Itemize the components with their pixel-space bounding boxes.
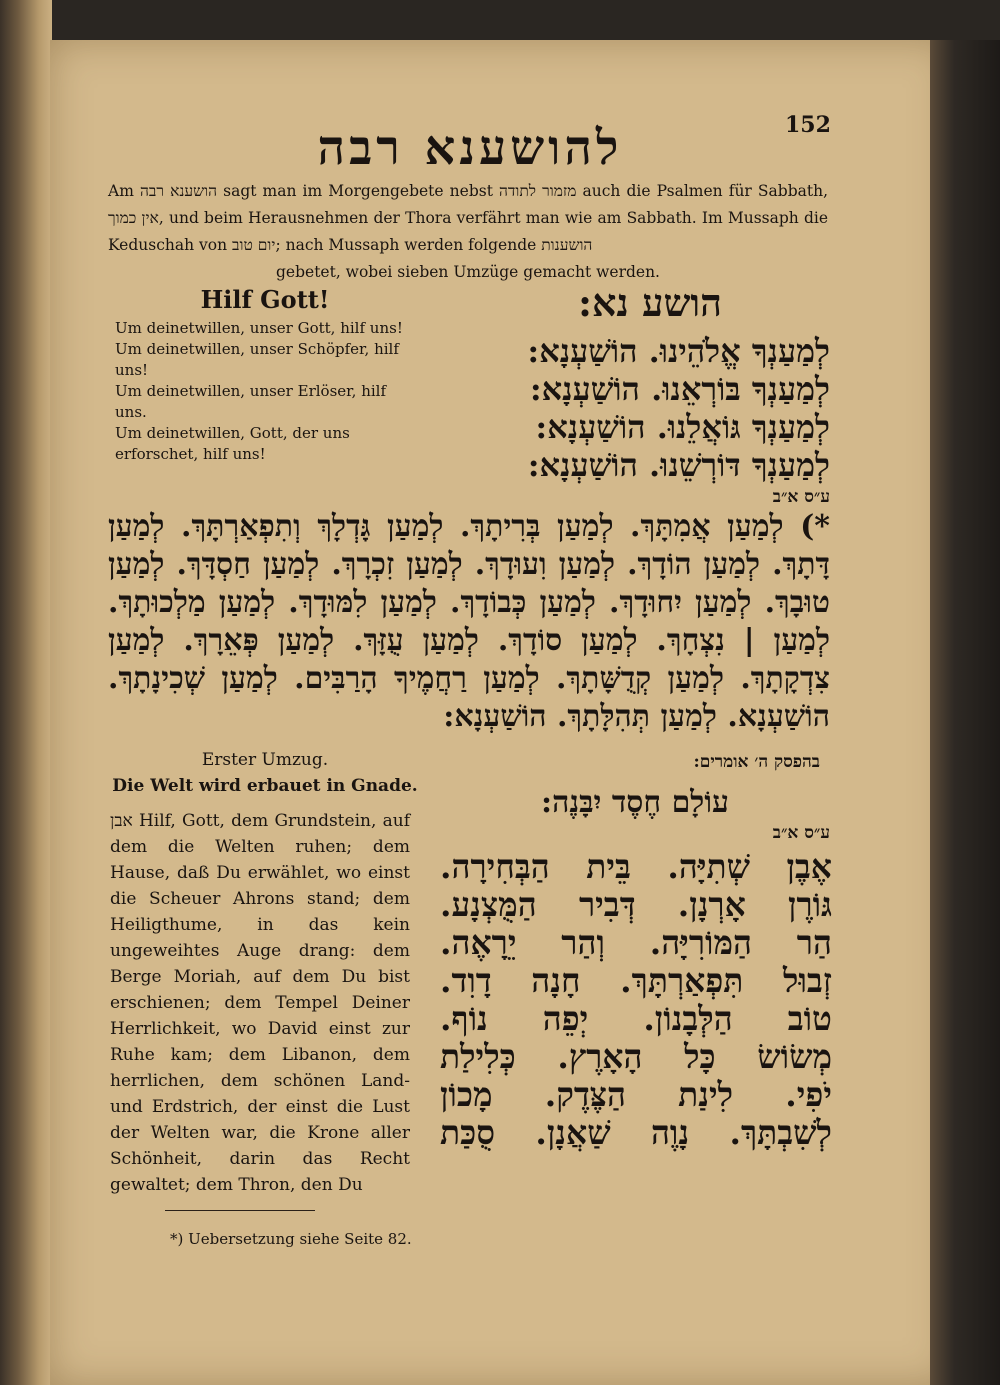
prayer-line: צִדְקָתָךְ. לְמַעַן קְדֻשָּׁתָךְ. לְמַעַן רַחֲמֶיךָ הָרַבִּים. לְמַעַן שְׁכִינָתָךְ. [108,661,830,696]
book-spine [0,0,52,1385]
prayer-line: הוֹשַׁעְנָא. לְמַעַן תְּהִלָּתָךְ. הוֹשַׁעְנָא: [443,699,830,734]
prayer-line: יֹפִי. לִינַת הַצֶּדֶק. מָכוֹן [440,1075,832,1114]
intro-paragraph: Am הושענא רבה sagt man im Morgengebete nebst מזמור לתודה auch die Psalmen für Sabbath, אין כמוך, und beim Herausnehmen der Thora verfährt man wie am Sabbath. Im Mussaph die Keduschah von יום טוב; nach Mussaph werden folgende הושענות [108,182,829,254]
page-title: להושענא רבה [317,120,623,176]
prayer-line: *) לְמַעַן אֲמִתָּךְ. לְמַעַן בְּרִיתָךְ. לְמַעַן גָּדְלָךְ וְתִפְאַרְתָּךְ. לְמַעַן [108,509,830,544]
acrostic-note: ע״ס א״ב [772,487,830,507]
page-number: 152 [785,112,831,138]
german-invocation: Um deinetwillen, unser Schöpfer, hilf uns! [115,340,399,379]
hebrew-invocation: לְמַעַנְךָ בּוֹרְאֵנוּ. הוֹשַׁעְנָא: [529,370,830,408]
prayer-line: לְשִׁבְתָּךְ. נָוֶה שַׁאֲנָן. סֻכַּת [440,1113,832,1152]
prayer-line: לְמַעַן | נִצְחָךְ. לְמַעַן סוֹדָךְ. לְמַעַן עֻזָּךְ. לְמַעַן פְּאֵרָךְ. לְמַעַן [108,623,830,658]
prayer-line: מְשׂוֹשׂ כָּל הָאָרֶץ. כְּלִילַת [440,1037,832,1076]
acrostic-note: ע״ס א״ב [772,823,830,843]
hebrew-invocation-list [440,332,830,484]
hebrew-invocation: לְמַעַנְךָ גּוֹאֲלֵנוּ. הוֹשַׁעְנָא: [535,408,830,446]
page-edge [930,40,1000,1385]
circuit-heading: Erster Umzug. [201,750,329,770]
german-translation-paragraph: אבן Hilf, Gott, dem Grundstein, auf dem die Welten ruhen; dem Hause, daß Du erwählet, wo einst die Scheuer Ahrons stand; dem Heiligthume, in das kein ungeweihtes Auge drang: dem Berge Moriah, auf dem Du bist erschienen; dem Tempel Deiner Herrlichkeit, wo David einst zur Ruhe kam; dem Libanon, dem herrlichen, dem schönen Land- und Erdstrich, der einst die Lust der Welten war, die Krone aller Schönheit, darin das Recht gewaltet; dem Thron, den Du [110,811,410,1195]
prayer-line: טוֹב הַלְּבָנוֹן. יְפֵה נוֹף. [440,999,832,1038]
prayer-line: הַר הַמּוֹרִיָּה. וְהַר יֵרָאֶה. [440,923,832,962]
german-invocation: Um deinetwillen, Gott, der uns erforschet, hilf uns! [115,424,350,463]
olam-verse: עוֹלָם חֶסֶד יִבָּנֶה: [541,785,729,820]
german-invocation: Um deinetwillen, unser Gott, hilf uns! [115,319,403,337]
circuit-subheading: Die Welt wird erbauet in Gnade. [112,776,418,796]
lemaan-prayer-block [108,508,830,736]
prayer-line: אֶבֶן שְׁתִיָּה. בֵּית הַבְּחִירָה. [440,847,832,886]
prayer-line: גּוֹרֶן אָרְנָן. דְּבִיר הַמֻּצְנָע. [440,885,832,924]
footnote: *) Uebersetzung siehe Seite 82. [170,1230,412,1248]
intro-last-line: gebetet, wobei sieben Umzüge gemacht werden. [276,263,660,281]
prayer-line: זְבוּל תִּפְאַרְתָּךְ. חָנָה דָוִד. [440,961,832,1000]
intro-text [108,178,828,286]
hebrew-invocation: לְמַעַנְךָ דּוֹרְשֵׁנוּ. הוֹשַׁעְנָא: [527,446,830,484]
footnote-divider [165,1210,315,1211]
hebrew-section-heading: הושע נא: [577,280,722,325]
german-invocation: Um deinetwillen, unser Erlöser, hilf uns. [115,382,387,421]
prayer-line: דָּתָךְ. לְמַעַן הוֹדָךְ. לְמַעַן וִעוּדָךְ. לְמַעַן זִכְרָךְ. לְמַעַן חַסְדָּךְ. לְמַעַן [108,547,830,582]
rubric-note: בהפסק ה׳ אומרים: [693,752,820,772]
german-section-heading: Hilf Gott! [200,285,330,314]
even-shetiyah-prayer-block [440,848,832,1152]
hebrew-invocation: לְמַעַנְךָ אֱלֹהֵינוּ. הוֹשַׁעְנָא: [527,332,830,370]
german-invocation-list [115,318,415,465]
prayer-line: טוּבָךְ. לְמַעַן יִחוּדָךְ. לְמַעַן כְּבוֹדָךְ. לְמַעַן לִמּוּדָךְ. לְמַעַן מַלְכוּתָךְ. [108,585,830,620]
